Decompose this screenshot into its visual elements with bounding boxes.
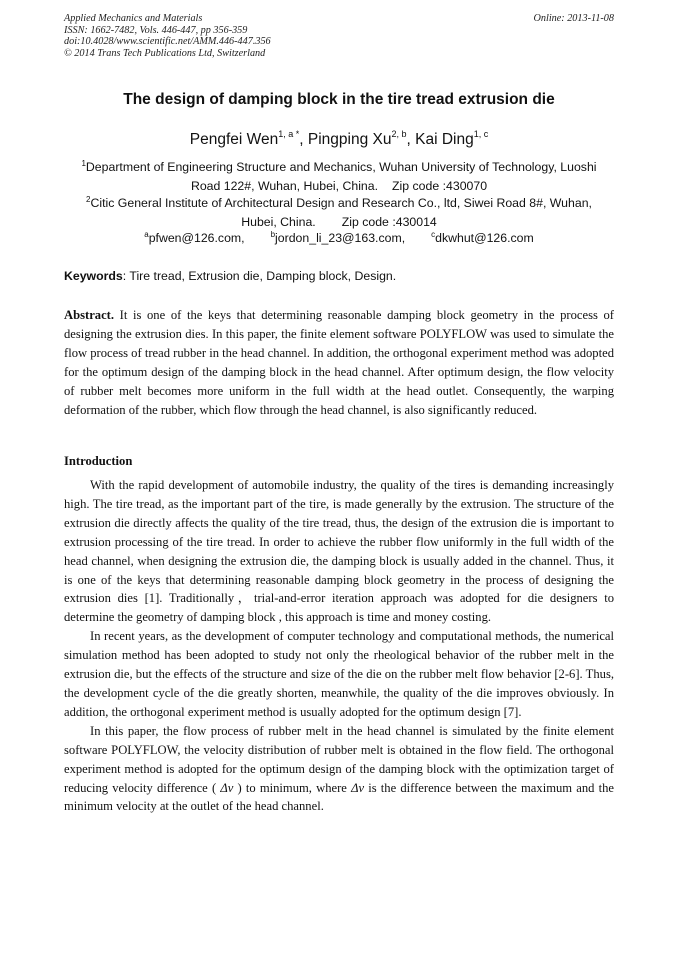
author-superscript: 2, b (391, 129, 407, 139)
keywords-text: : Tire tread, Extrusion die, Damping block, Design. (122, 269, 397, 283)
keywords-label: Keywords (64, 269, 123, 283)
affiliation-1-line1: Department of Engineering Structure and Mechanics, Wuhan University of Technology, Luoshi (85, 160, 597, 174)
author-superscript: 1, a * (278, 129, 300, 139)
author-list: Pengfei Wen$^{1, a *}$, Pingping Xu$^{2, b}$, Kai Ding$^{1, c}$ (189, 129, 489, 148)
affiliation-2-line1: Citic General Institute of Architectural Design and Research Co., ltd, Siwei Road 8#, Wuhan, (90, 196, 592, 210)
copyright-line: © 2014 Trans Tech Publications Ltd, Switzerland (64, 47, 266, 59)
affiliation-2: $^2$Citic General Institute of Architectural Design and Research Co., ltd, Siwei Road 8#, Wuhan, Hubei, China. Zip code :430014 (86, 195, 592, 229)
paper-title: The design of damping block in the tire tread extrusion die (123, 91, 555, 108)
online-date: Online: 2013-11-08 (533, 13, 614, 24)
section-heading-introduction: Introduction (64, 454, 133, 468)
abstract-text: It is one of the keys that determining reasonable damping block geometry in the process of designing the extrusion dies. In this paper, the finite element software POLYFLOW was used to simulate the flow process of tread rubber in the head channel. In addition, the orthogonal experiment method was adopted for the optimum design of the damping block in the head channel. After optimum design, the flow velocity of rubber melt becomes more uniform in the full width at the head outlet. Consequently, the warping deformation of the rubber, which flow through the head channel, is also significantly reduced. (64, 308, 614, 417)
email-link[interactable]: pfwen@126.com, (148, 231, 245, 245)
paragraph: In this paper, the flow process of rubber melt in the head channel is simulated by the finite element software POLYFLOW, the velocity distribution of rubber melt is obtained in the flow field. The orthogonal experiment method is adopted for the optimum design of the damping block with the optimization target of reducing velocity difference ( Δv ) to minimum, where Δv is the difference between the maximum and the minimum velocity at the outlet of the head channel. (64, 723, 614, 814)
email-list: $^a$pfwen@126.com, $^b$jordon_li_23@163.com, $^c$dkwhut@126.com (144, 230, 534, 245)
author-name: Pingping Xu (307, 131, 392, 148)
affiliation-1-address: Road 122#, Wuhan, Hubei, China. (190, 179, 379, 193)
affiliation-1-zip: Zip code :430070 (392, 179, 488, 193)
keywords (64, 268, 614, 284)
paragraph: With the rapid development of automobile industry, the quality of the tires is demanding increasingly high. The tire tread, as the important part of the tire, is made generally by the extrusion. The structure of the extrusion die directly affects the quality of the tire tread, thus, the design of the extrusion die is important to extrusion processing of the tire tread. In order to achieve the rubber flow uniformly in the full width of the head channel, when designing the extrusion die, the damping block is usually added in the channel. Thus, it is one of the keys that determining reasonable damping block geometry in the process of designing the extrusion dies [1]. Traditionally，trial-and-error iteration approach was adopted for die designers to determine the geometry of damping block , this approach is time and money costing. (64, 478, 614, 625)
journal-header (64, 13, 614, 59)
doi-line: doi:10.4028/www.scientific.net/AMM.446-447.356 (64, 36, 271, 47)
affiliation-2-zip: Zip code :430014 (341, 215, 437, 229)
introduction-body (64, 476, 614, 816)
abstract (64, 306, 614, 419)
issn-line: ISSN: 1662-7482, Vols. 446-447, pp 356-359 (64, 24, 248, 36)
affiliation-2-address: Hubei, China. (241, 215, 316, 229)
email-link[interactable]: dkwhut@126.com (435, 231, 534, 245)
affiliation-1: $^1$Department of Engineering Structure and Mechanics, Wuhan University of Technology, Luoshi Road 122#, Wuhan, Hubei, China. Zip code :430070 (81, 159, 597, 193)
abstract-label: Abstract. (64, 308, 115, 322)
journal-name: Applied Mechanics and Materials (64, 13, 203, 24)
delta-v-symbol: Δv (220, 780, 234, 795)
delta-v-symbol: Δv (351, 780, 365, 795)
email-link[interactable]: jordon_li_23@163.com, (275, 231, 406, 245)
author-name: Kai Ding (415, 131, 474, 148)
author-superscript: 1, c (473, 129, 489, 139)
paragraph: In recent years, as the development of computer technology and computational methods, the numerical simulation method has been adopted to study not only the rheological behavior of the rubber melt in the extrusion die, but the effects of the structure and size of the die on the rubber melt flow behavior [2-6]. Thus, the development cycle of the die greatly shorten, meanwhile, the quality of the die improves obviously. In addition, the orthogonal experiment method is usually adopted for the optimum design [7]. (64, 629, 614, 719)
author-name: Pengfei Wen (189, 131, 279, 148)
